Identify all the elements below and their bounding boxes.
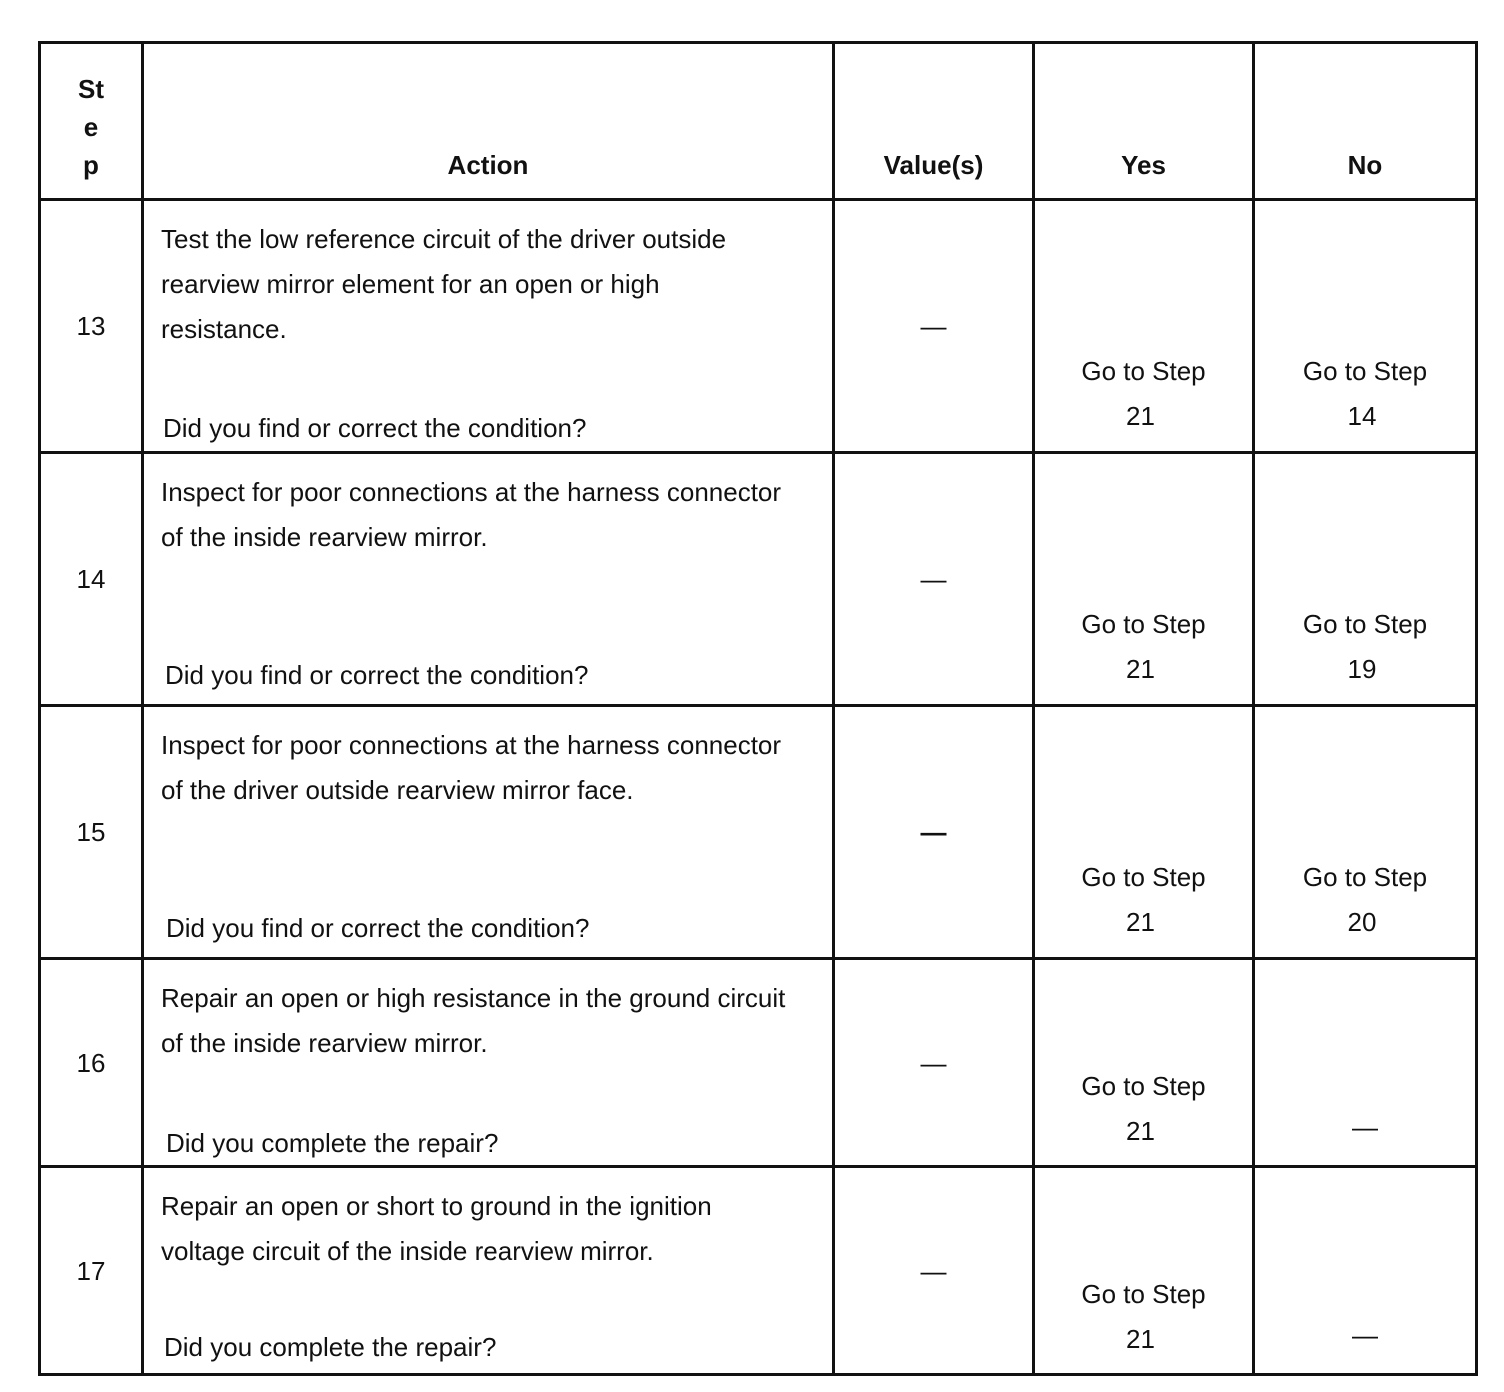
action-text: Repair an open or short to ground in the ignition voltage circuit of the inside rearview mirror.: [161, 1191, 712, 1266]
header-step: Step: [40, 43, 143, 200]
action-cell: [143, 706, 834, 959]
action-cell: [143, 1167, 834, 1375]
goto-step: 19: [1347, 654, 1377, 684]
table-row: [40, 200, 1477, 453]
no-value: —: [1352, 1320, 1378, 1350]
no-goto: [1255, 349, 1475, 439]
action-cell: [143, 200, 834, 453]
no-cell: [1254, 1167, 1477, 1375]
goto-step: 14: [1347, 401, 1377, 431]
yes-cell: [1034, 1167, 1254, 1375]
yes-goto: [1035, 349, 1252, 439]
yes-goto: [1035, 1272, 1252, 1362]
goto-step: 21: [1126, 401, 1155, 431]
header-yes: Yes: [1034, 43, 1254, 200]
no-cell: [1254, 959, 1477, 1167]
value-text: —: [920, 564, 947, 594]
step-number: 13: [76, 311, 106, 341]
no-cell: [1254, 200, 1477, 453]
header-action: Action: [143, 43, 834, 200]
step-number: 15: [76, 817, 106, 847]
goto-label: Go to Step: [1081, 1279, 1206, 1309]
goto-label: Go to Step: [1302, 356, 1428, 386]
value-cell: [834, 959, 1034, 1167]
action-cell: [143, 959, 834, 1167]
table-row: [40, 706, 1477, 959]
no-cell: [1254, 453, 1477, 706]
action-text: Repair an open or high resistance in the ground circuit of the inside rearview mirror.: [161, 983, 786, 1058]
action-question: Did you find or correct the condition?: [166, 913, 590, 943]
value-cell: [834, 453, 1034, 706]
value-cell: [834, 1167, 1034, 1375]
step-number: 17: [76, 1256, 106, 1286]
goto-step: 20: [1347, 907, 1377, 937]
yes-goto: [1035, 855, 1252, 945]
step-number: 16: [76, 1048, 106, 1078]
goto-label: Go to Step: [1081, 1071, 1206, 1101]
diagnostic-table: [38, 41, 1478, 1376]
goto-label: Go to Step: [1081, 862, 1206, 892]
goto-step: 21: [1126, 907, 1155, 937]
header-no: No: [1254, 43, 1477, 200]
no-cell: [1254, 706, 1477, 959]
table-row: [40, 959, 1477, 1167]
action-question: Did you find or correct the condition?: [163, 413, 587, 443]
yes-goto: [1035, 602, 1252, 692]
table-row: [40, 453, 1477, 706]
no-goto: [1255, 602, 1475, 692]
yes-cell: [1034, 959, 1254, 1167]
value-text: —: [920, 1256, 947, 1286]
yes-cell: [1034, 200, 1254, 453]
yes-cell: [1034, 453, 1254, 706]
action-cell: [143, 453, 834, 706]
value-text: —: [920, 311, 947, 341]
value-text: —: [920, 1048, 947, 1078]
step-cell: [40, 453, 143, 706]
goto-step: 21: [1126, 1116, 1155, 1146]
yes-goto: [1035, 1064, 1252, 1154]
goto-step: 21: [1126, 1324, 1155, 1354]
value-text: —: [920, 817, 947, 847]
action-text: Inspect for poor connections at the harness connector of the inside rearview mirror.: [161, 477, 782, 552]
goto-label: Go to Step: [1302, 862, 1428, 892]
action-text: Test the low reference circuit of the driver outside rearview mirror element for an open or high resistance.: [161, 224, 727, 344]
table-row: [40, 1167, 1477, 1375]
no-value: —: [1352, 1112, 1378, 1142]
step-cell: [40, 959, 143, 1167]
goto-label: Go to Step: [1081, 609, 1206, 639]
goto-step: 21: [1126, 654, 1155, 684]
step-cell: [40, 706, 143, 959]
action-question: Did you complete the repair?: [164, 1332, 497, 1362]
action-question: Did you complete the repair?: [166, 1128, 499, 1158]
header-row: [40, 43, 1477, 200]
header-values: Value(s): [834, 43, 1034, 200]
value-cell: [834, 706, 1034, 959]
no-goto: [1255, 855, 1475, 945]
action-text: Inspect for poor connections at the harness connector of the driver outside rearview mirror face.: [161, 730, 782, 805]
step-number: 14: [76, 564, 106, 594]
step-cell: [40, 1167, 143, 1375]
goto-label: Go to Step: [1081, 356, 1206, 386]
step-cell: [40, 200, 143, 453]
value-cell: [834, 200, 1034, 453]
goto-label: Go to Step: [1302, 609, 1428, 639]
yes-cell: [1034, 706, 1254, 959]
action-question: Did you find or correct the condition?: [165, 660, 589, 690]
